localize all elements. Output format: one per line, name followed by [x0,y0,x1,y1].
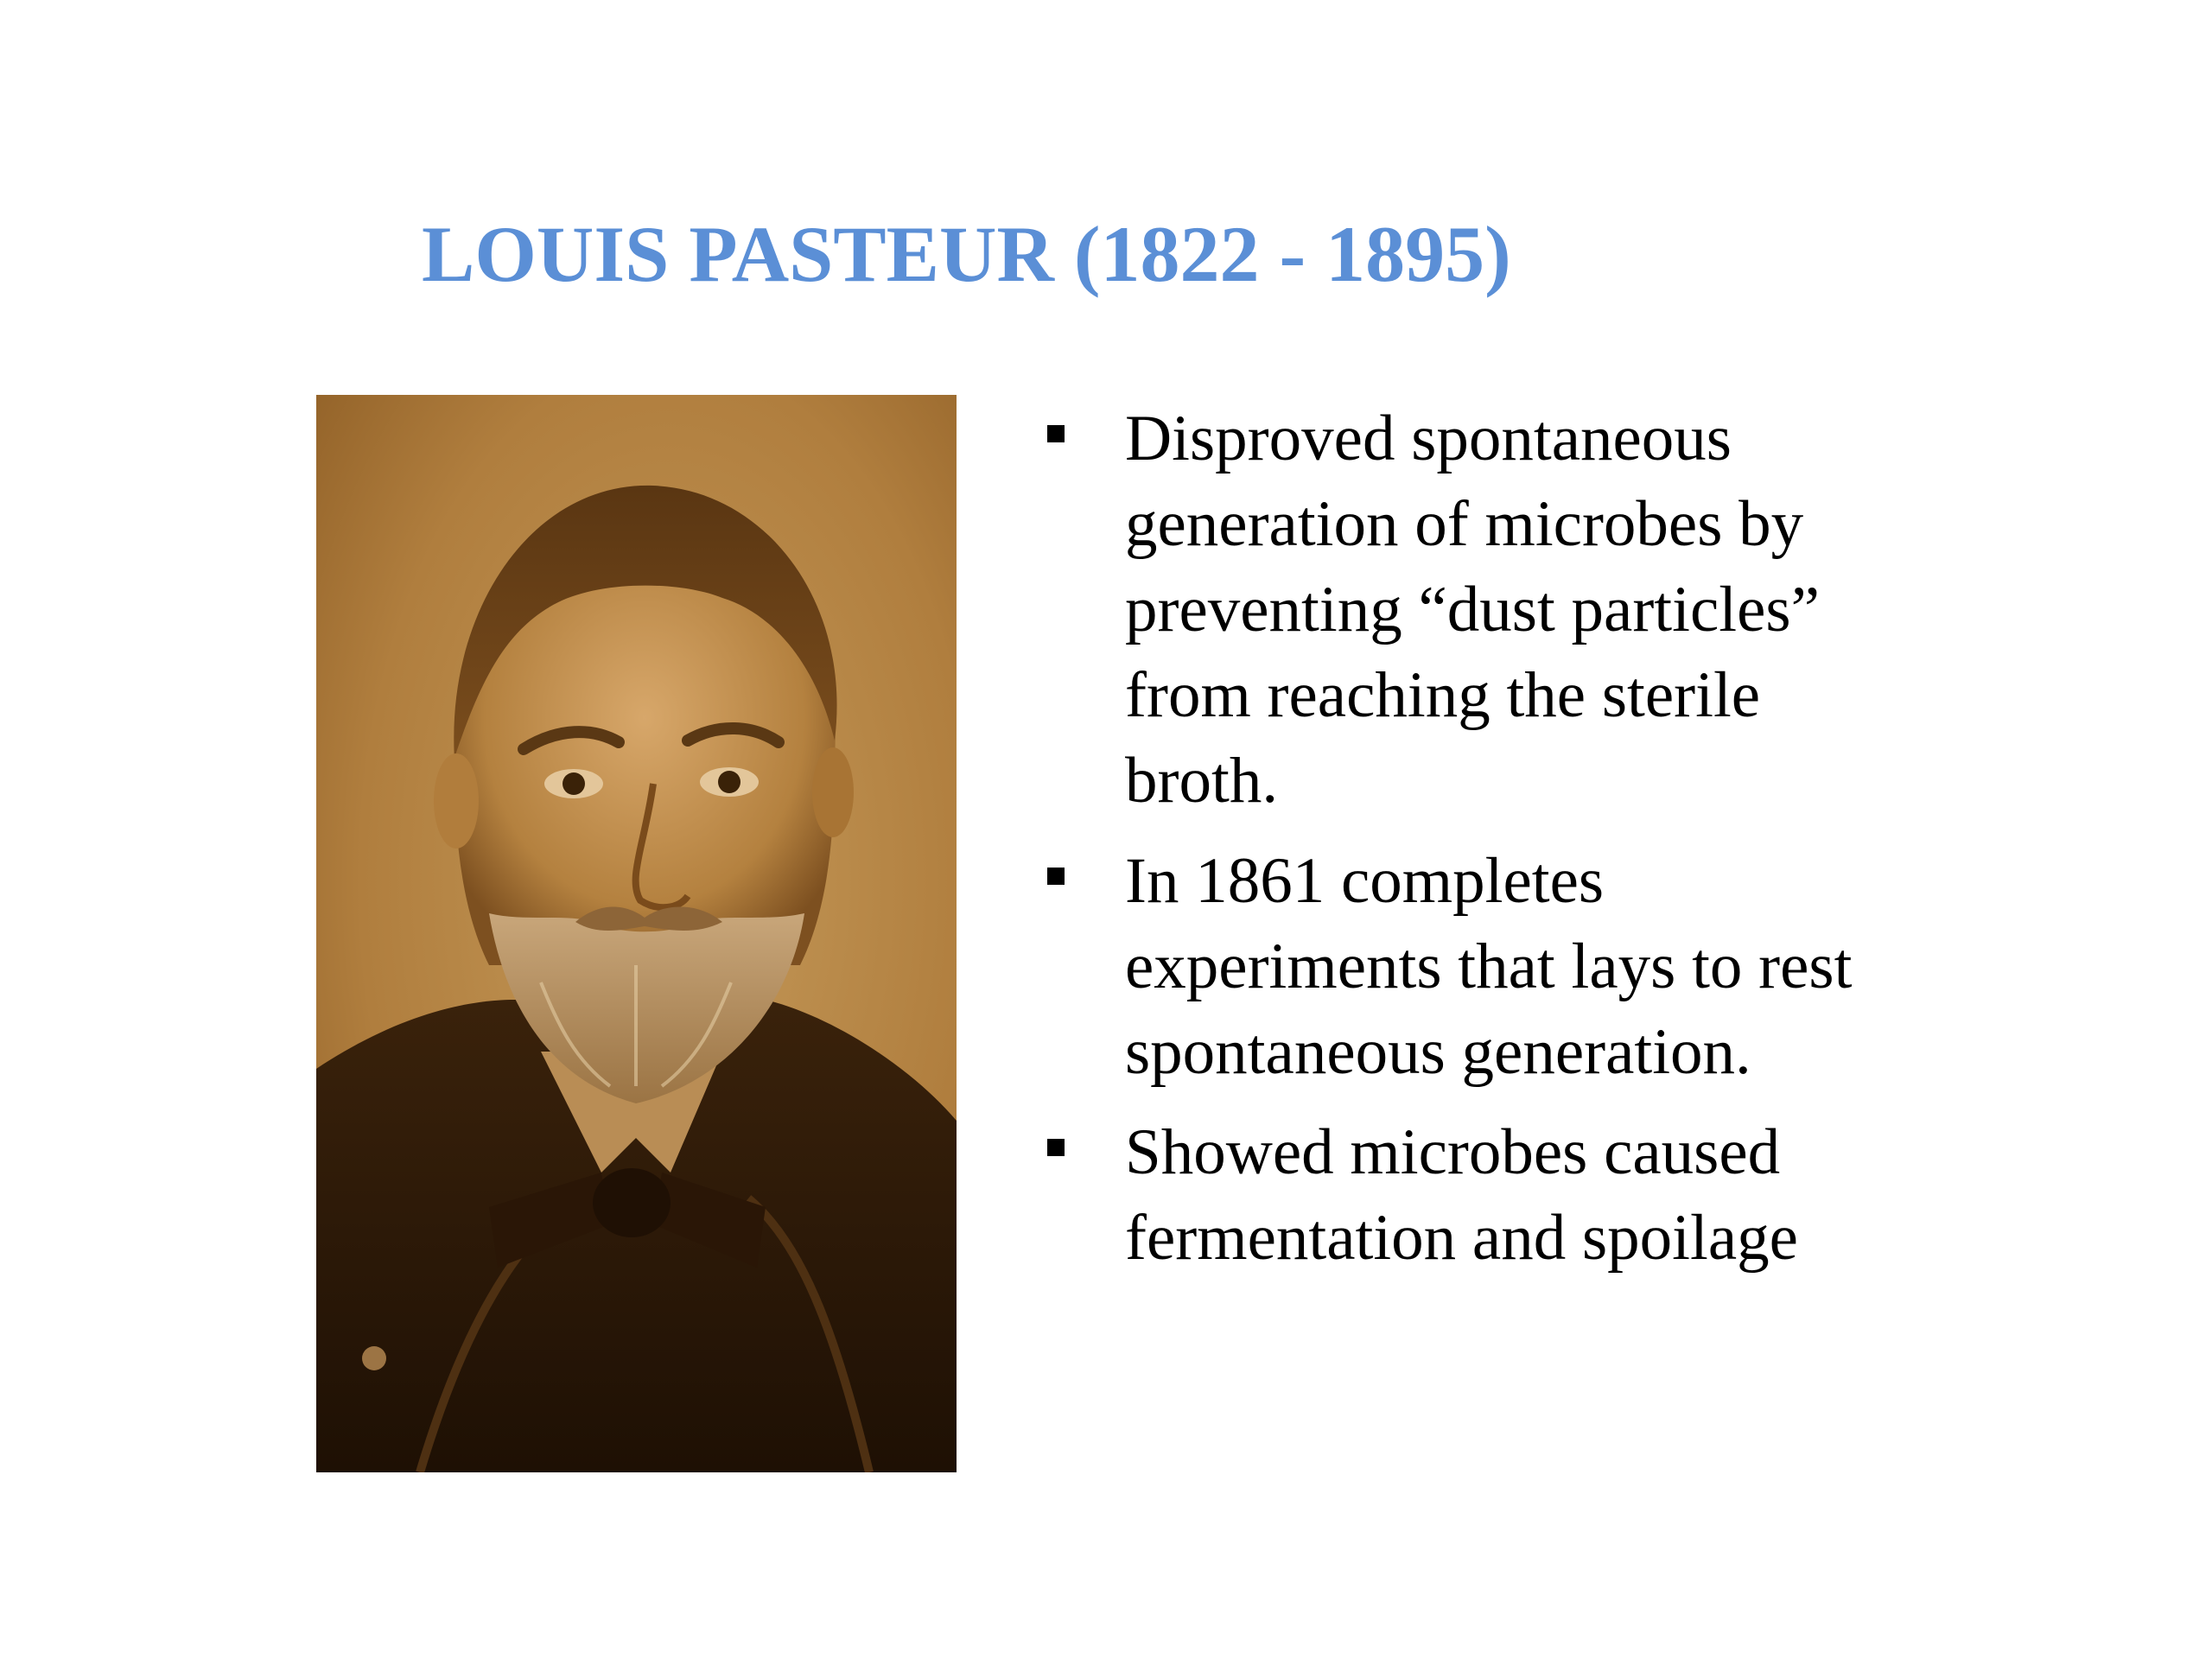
slide-title: LOUIS PASTEUR (1822 - 1895) [422,210,1511,298]
bullet-text: Disproved spontaneous generation of microbes by preventing “dust particles” from reaching the sterile broth. [1125,403,1820,817]
bullet-item [1037,1109,1866,1281]
bullet-text: Showed microbes caused fermentation and spoilage [1125,1116,1798,1274]
square-bullet-icon [1047,1139,1065,1156]
bullet-item [1037,838,1866,1095]
square-bullet-icon [1047,868,1065,885]
square-bullet-icon [1047,425,1065,442]
bullet-item [1037,396,1866,823]
portrait-photo [316,395,957,1472]
bullet-text: In 1861 completes experiments that lays to rest spontaneous generation. [1125,845,1853,1088]
bullet-list [1037,396,1866,1295]
